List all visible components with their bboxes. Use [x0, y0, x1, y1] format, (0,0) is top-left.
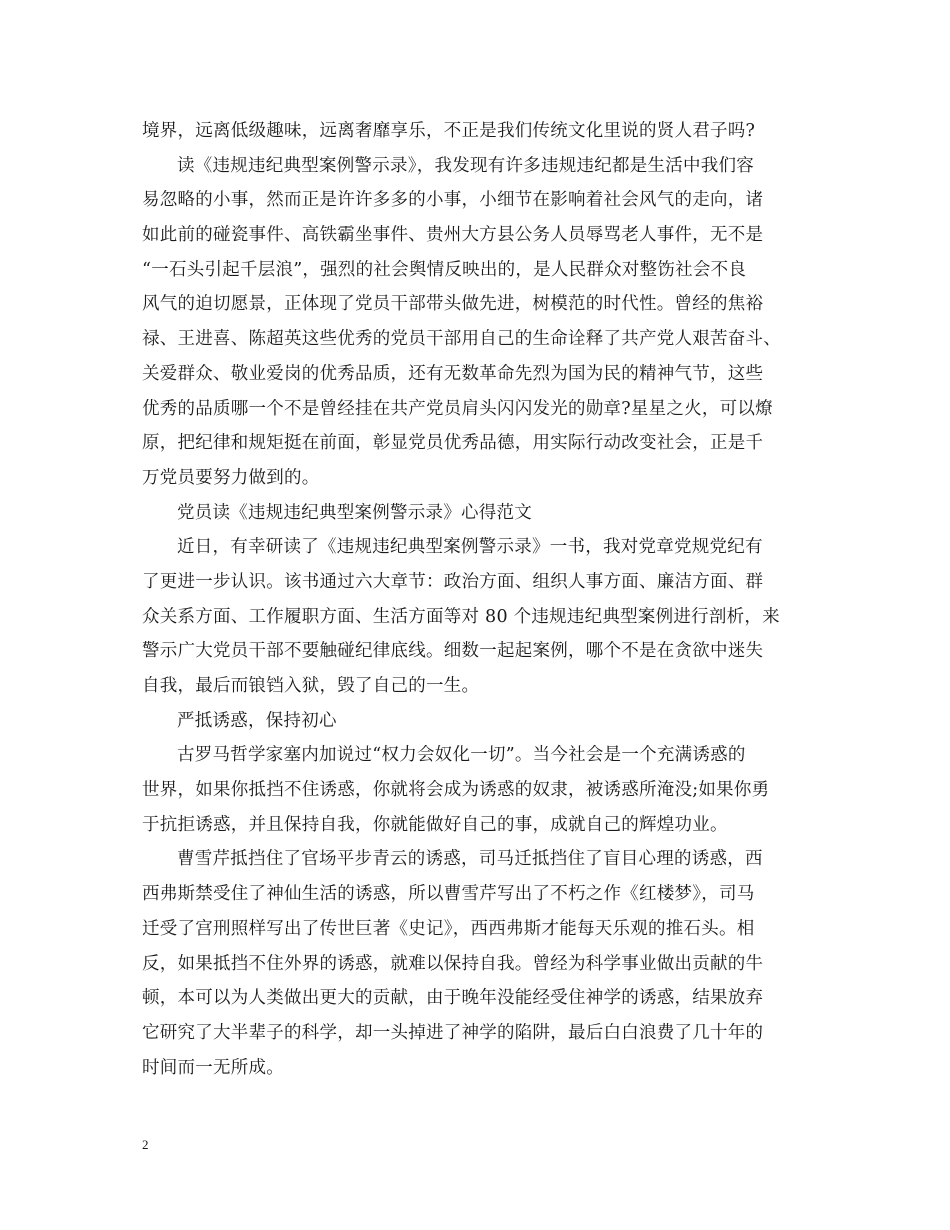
text-line: 时间而一无所成。	[142, 1057, 284, 1078]
text-line: 曹雪芹抵挡住了官场平步青云的诱惑，司马迁抵挡住了盲目心理的诱惑，西	[177, 849, 763, 870]
document-body	[142, 114, 817, 1085]
text-line: 境界，远离低级趣味，远离奢靡享乐，不正是我们传统文化里说的贤人君子吗?	[142, 121, 756, 141]
text-line: 万党员要努力做到的。	[142, 467, 320, 488]
text-line: 了更进一步认识。该书通过六大章节：政治方面、组织人事方面、廉洁方面、群	[142, 571, 764, 592]
text-line: 党员读《违规违纪典型案例警示录》心得范文	[177, 502, 532, 523]
text-line: 顿，本可以为人类做出更大的贡献，由于晚年没能经受住神学的诱惑，结果放弃	[142, 988, 764, 1009]
text-line: 禄、王进喜、陈超英这些优秀的党员干部用自己的生命诠释了共产党人艰苦奋斗、	[142, 329, 781, 350]
page-number: 2	[142, 1137, 149, 1152]
text-line: 风气的迫切愿景，正体现了党员干部带头做先进，树模范的时代性。曾经的焦裕	[142, 294, 764, 315]
text-line: 于抗拒诱惑，并且保持自我，你就能做好自己的事，成就自己的辉煌功业。	[142, 814, 728, 835]
text-line: 迁受了宫刑照样写出了传世巨著《史记》，西西弗斯才能每天乐观的推石头。相	[142, 918, 755, 939]
text-line: 警示广大党员干部不要触碰纪律底线。细数一起起案例，哪个不是在贪欲中迷失	[142, 641, 764, 662]
text-line: 严抵诱惑，保持初心	[177, 710, 337, 731]
text-line: 它研究了大半辈子的科学，却一头掉进了神学的陷阱，最后白白浪费了几十年的	[142, 1022, 764, 1043]
text-line: “一石头引起千层浪”，强烈的社会舆情反映出的，是人民群众对整饬社会不良	[142, 259, 747, 280]
text-line: 众关系方面、工作履职方面、生活方面等对 80 个违规违纪典型案例进行剖析，来	[142, 606, 780, 627]
text-line: 世界，如果你抵挡不住诱惑，你就将会成为诱惑的奴隶，被诱惑所淹没;如果你勇	[142, 780, 770, 801]
text-line: 优秀的品质哪一个不是曾经挂在共产党员肩头闪闪发光的勋章?星星之火，可以燎	[142, 398, 773, 419]
text-line: 原，把纪律和规矩挺在前面，彰显党员优秀品德，用实际行动改变社会，正是千	[142, 433, 764, 454]
text-line: 读《违规违纪典型案例警示录》，我发现有许多违规违纪都是生活中我们容	[177, 155, 754, 176]
text-line: 如此前的碰瓷事件、高铁霸坐事件、贵州大方县公务人员辱骂老人事件，无不是	[142, 225, 764, 246]
text-line: 反，如果抵挡不住外界的诱惑，就难以保持自我。曾经为科学事业做出贡献的牛	[142, 953, 764, 974]
text-line: 关爱群众、敬业爱岗的优秀品质，还有无数革命先烈为国为民的精神气节，这些	[142, 363, 764, 384]
text-line: 古罗马哲学家塞内加说过“权力会奴化一切”。当今社会是一个充满诱惑的	[177, 745, 746, 766]
text-line: 西弗斯禁受住了神仙生活的诱惑，所以曹雪芹写出了不朽之作《红楼梦》，司马	[142, 884, 755, 905]
text-line: 自我，最后而锒铛入狱，毁了自己的一生。	[142, 676, 480, 696]
text-line: 易忽略的小事，然而正是许许多多的小事，小细节在影响着社会风气的走向，诸	[142, 190, 764, 211]
text-line: 近日，有幸研读了《违规违纪典型案例警示录》一书，我对党章党规党纪有	[177, 537, 763, 558]
